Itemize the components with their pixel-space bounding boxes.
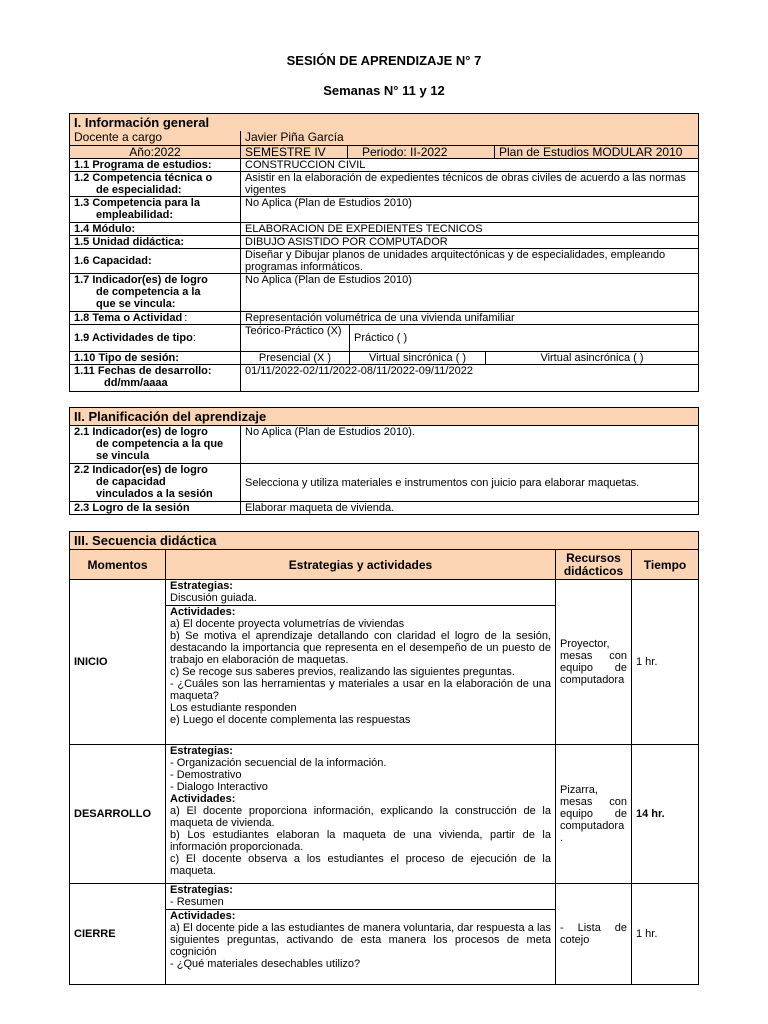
unidad-label: 1.5 Unidad didáctica: — [70, 235, 241, 248]
virtual-sincronica-option: Virtual sincrónica ( ) — [350, 352, 486, 364]
capacidad-value: Diseñar y Dibujar planos de unidades arquitectónicas y de especialidades, empleando programas informáticos. — [241, 248, 699, 273]
actividad-item: - ¿Qué materiales desechables utilizo? — [170, 958, 361, 970]
indicador-label: 1.7 Indicador(es) de logro — [74, 273, 208, 286]
indicador-label-2: de competencia a la — [96, 285, 201, 298]
section-secuencia-didactica — [69, 531, 699, 985]
estrategias-label: Estrategias: — [170, 884, 233, 896]
col-recursos: Recursos — [566, 550, 621, 565]
estrategia-item: - Dialogo Interactivo — [170, 781, 268, 793]
semestre: SEMESTRE IV — [241, 146, 348, 158]
competencia-empleabilidad-label: 1.3 Competencia para la — [74, 196, 200, 209]
actividades-tipo-colon: : — [192, 331, 196, 344]
section-planificacion — [69, 407, 699, 515]
actividad-item: c) Se recoge sus saberes previos, realizando las siguientes preguntas. — [170, 666, 515, 678]
periodo: Periodo: II-2022 — [348, 146, 495, 158]
actividad-item — [170, 829, 551, 853]
presencial-option: Presencial (X ) — [241, 352, 350, 364]
practico-option: Práctico ( ) — [354, 331, 408, 344]
actividad-item: a) El docente proyecta volumetrías de viviendas — [170, 618, 405, 630]
estrategias-label: Estrategias: — [170, 580, 233, 592]
actividad-item: - ¿Cuáles son las herramientas y materiales a usar en la elaboración de una maqueta? — [170, 678, 551, 702]
actividad-item: Los estudiante responden — [170, 702, 297, 714]
actividad-item: c) El docente observa a los estudiantes el proceso de ejecución de la maqueta. — [170, 853, 551, 877]
tema-label: 1.8 Tema o Actividad — [74, 311, 183, 324]
estrategias-label: Estrategias: — [170, 745, 233, 757]
actividad-item: e) Luego el docente complementa las respuestas — [170, 714, 411, 726]
competencia-tecnica-label-2: de especialidad: — [96, 183, 182, 196]
section-heading: III. Secuencia didáctica — [70, 532, 699, 550]
table-row — [70, 884, 699, 985]
actividades-label: Actividades: — [170, 793, 236, 805]
section-heading: I. Información general — [70, 114, 699, 132]
unidad-value: DIBUJO ASISTIDO POR COMPUTADOR — [241, 235, 699, 248]
actividades-label: Actividades: — [170, 606, 236, 618]
table-row — [70, 745, 699, 884]
fechas-format: dd/mm/aaaa — [104, 376, 168, 389]
recursos-inicio: Proyector, mesas con equipo de computadora — [556, 580, 632, 745]
actividad-item: a) El docente proporciona información, explicando la construcción de la maqueta de vivienda. — [170, 805, 551, 829]
recursos-desarrollo: Pizarra, mesas con equipo de computadora . — [556, 745, 632, 884]
tipo-sesion-label: 1.10 Tipo de sesión: — [70, 351, 241, 364]
momento-desarrollo: DESARROLLO — [70, 745, 166, 884]
indicador-competencia-value: No Aplica (Plan de Estudios 2010). — [241, 426, 699, 464]
tema-value: Representación volumétrica de una vivienda unifamiliar — [241, 311, 699, 324]
estrategia-item: - Organización secuencial de la información. — [170, 757, 387, 769]
plan-estudios: Plan de Estudios MODULAR 2010 — [499, 145, 683, 158]
logro-sesion-label: 2.3 Logro de la sesión — [70, 502, 241, 515]
modulo-label: 1.4 Módulo: — [70, 222, 241, 235]
indicador-competencia-label-2: de competencia a la que — [96, 438, 224, 450]
teorico-practico-option: Teórico-Práctico (X) — [241, 325, 350, 351]
actividades-label: Actividades: — [170, 910, 236, 922]
section-heading: II. Planificación del aprendizaje — [70, 408, 699, 426]
competencia-empleabilidad-value: No Aplica (Plan de Estudios 2010) — [241, 196, 699, 222]
actividad-item-rest: elaboran la maqueta de una vivienda, partir de la información proporcionada. — [170, 829, 551, 853]
momento-cierre: CIERRE — [70, 884, 166, 985]
competencia-tecnica-label: 1.2 Competencia técnica o — [74, 171, 213, 184]
indicador-label-3: que se vincula: — [96, 297, 176, 310]
recursos-cierre: - Lista de cotejo — [556, 884, 632, 985]
logro-sesion-value: Elaborar maqueta de vivienda. — [241, 502, 699, 515]
estrategia-item: - Demostrativo — [170, 769, 242, 781]
competencia-tecnica-value: Asistir en la elaboración de expedientes técnicos de obras civiles de acuerdo a las normas vigentes — [241, 171, 699, 196]
tiempo-desarrollo: 14 hr. — [632, 745, 699, 884]
col-tiempo: Tiempo — [632, 550, 699, 580]
actividad-item-prefix: b) — [170, 829, 188, 841]
tema-colon: : — [184, 311, 188, 324]
indicador-competencia-label: 2.1 Indicador(es) de logro — [74, 426, 208, 438]
programa-value: CONSTRUCCION CIVIL — [241, 158, 699, 171]
momento-inicio: INICIO — [70, 580, 166, 745]
virtual-asincronica-option: Virtual asincrónica ( ) — [540, 351, 644, 364]
fechas-value: 01/11/2022-02/11/2022-08/11/2022-09/11/2022 — [241, 364, 699, 391]
indicador-capacidad-label: 2.2 Indicador(es) de logro — [74, 464, 208, 476]
actividad-item-subject: Los estudiantes — [187, 829, 269, 841]
anio: Año:2022 — [70, 145, 241, 158]
indicador-value: No Aplica (Plan de Estudios 2010) — [241, 273, 699, 311]
col-momentos: Momentos — [70, 550, 166, 580]
estrategia-item: Discusión guiada. — [170, 592, 257, 604]
indicador-capacidad-label-3: vinculados a la sesión — [96, 488, 213, 500]
page-title: SESIÓN DE APRENDIZAJE N° 7 — [286, 53, 482, 68]
tiempo-cierre: 1 hr. — [632, 884, 699, 985]
docente-value: Javier Piña García — [241, 131, 699, 145]
indicador-capacidad-label-2: de capacidad — [96, 476, 166, 488]
modulo-value: ELABORACION DE EXPEDIENTES TECNICOS — [241, 222, 699, 235]
docente-label: Docente a cargo — [70, 131, 241, 145]
actividad-item: b) Se motiva el aprendizaje detallando con claridad el logro de la sesión, destacando la importancia que representa en el desempeño de un puesto de trabajo en elaboración de maquetas. — [170, 630, 551, 666]
capacidad-label: 1.6 Capacidad: — [70, 248, 241, 273]
actividad-item: a) El docente pide a las estudiantes de manera voluntaria, dar respuesta a las siguientes preguntas, activando de esta manera los procesos de meta cognición — [170, 922, 551, 958]
section-informacion-general — [69, 113, 699, 392]
col-recursos-2: didácticos — [563, 563, 624, 578]
programa-label: 1.1 Programa de estudios: — [70, 158, 241, 171]
indicador-capacidad-value: Selecciona y utiliza materiales e instrumentos con juicio para elaborar maquetas. — [241, 464, 699, 502]
tiempo-inicio: 1 hr. — [632, 580, 699, 745]
fechas-label: 1.11 Fechas de desarrollo: — [74, 364, 212, 377]
estrategia-item: - Resumen — [170, 896, 224, 908]
indicador-competencia-label-3: se vincula — [96, 450, 150, 462]
competencia-empleabilidad-label-2: empleabilidad: — [96, 208, 174, 221]
col-estrategias: Estrategias y actividades — [166, 550, 556, 580]
table-row — [70, 580, 699, 745]
page-subtitle: Semanas N° 11 y 12 — [323, 83, 445, 98]
actividades-tipo-label: 1.9 Actividades de tipo — [74, 331, 193, 344]
